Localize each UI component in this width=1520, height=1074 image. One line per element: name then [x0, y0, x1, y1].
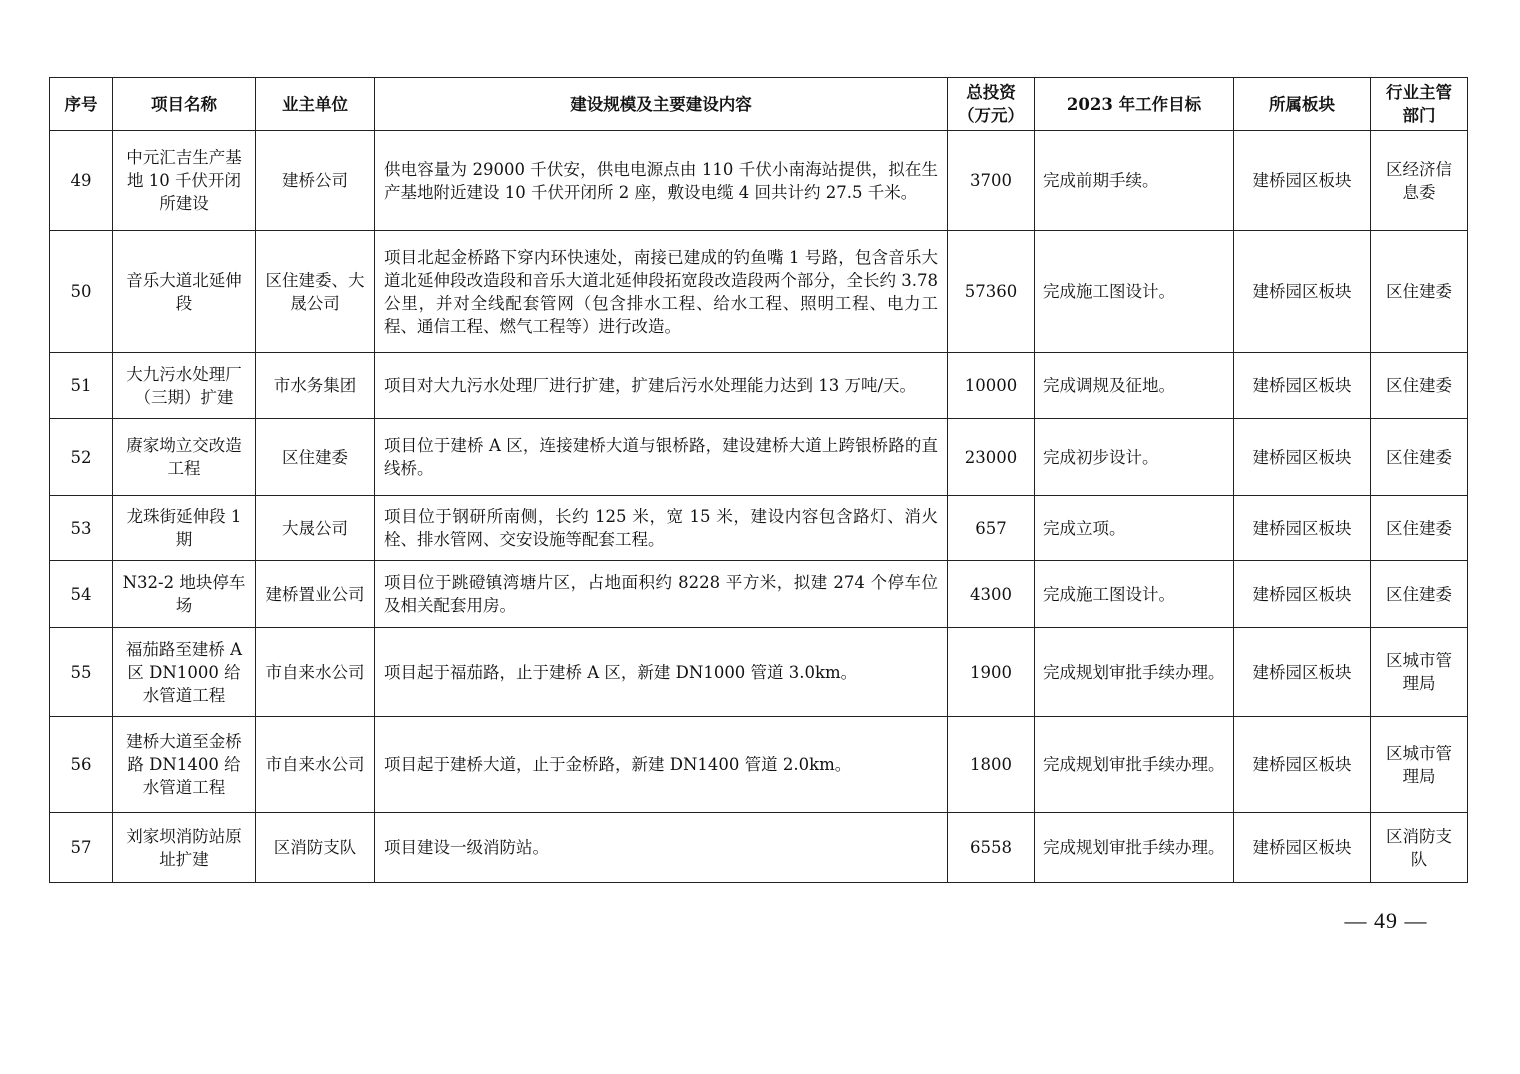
cell-target: 完成规划审批手续办理。 [1035, 813, 1234, 883]
cell-invest: 1900 [948, 628, 1035, 717]
cell-sector: 建桥园区板块 [1234, 561, 1371, 628]
cell-target: 完成施工图设计。 [1035, 561, 1234, 628]
table-header-row [50, 78, 1468, 131]
cell-scope: 项目位于跳磴镇湾塘片区，占地面积约 8228 平方米，拟建 274 个停车位及相关配套用房。 [375, 561, 948, 628]
cell-seq: 57 [50, 813, 113, 883]
cell-scope: 项目北起金桥路下穿内环快速处，南接已建成的钓鱼嘴 1 号路，包含音乐大道北延伸段改造段和音乐大道北延伸段拓宽段改造段两个部分，全长约 3.78 公里，并对全线配套管网（包含排水工程、给水工程、照明工程、电力工程、通信工程、燃气工程等）进行改造。 [375, 231, 948, 353]
cell-name: 中元汇吉生产基地 10 千伏开闭所建设 [113, 131, 256, 231]
cell-scope: 供电容量为 29000 千伏安，供电电源点由 110 千伏小南海站提供，拟在生产基地附近建设 10 千伏开闭所 2 座，敷设电缆 4 回共计约 27.5 千米。 [375, 131, 948, 231]
cell-target: 完成规划审批手续办理。 [1035, 628, 1234, 717]
cell-name: 龙珠街延伸段 1 期 [113, 496, 256, 561]
cell-target: 完成规划审批手续办理。 [1035, 717, 1234, 813]
cell-owner: 市水务集团 [256, 353, 375, 419]
cell-dept: 区住建委 [1371, 419, 1468, 496]
cell-seq: 53 [50, 496, 113, 561]
header-sector: 所属板块 [1234, 78, 1371, 131]
cell-owner: 建桥公司 [256, 131, 375, 231]
cell-invest: 23000 [948, 419, 1035, 496]
cell-target: 完成立项。 [1035, 496, 1234, 561]
table-row [50, 231, 1468, 353]
cell-dept: 区城市管理局 [1371, 717, 1468, 813]
cell-scope: 项目建设一级消防站。 [375, 813, 948, 883]
header-scope: 建设规模及主要建设内容 [375, 78, 948, 131]
cell-seq: 54 [50, 561, 113, 628]
table-row [50, 717, 1468, 813]
cell-scope: 项目起于建桥大道，止于金桥路，新建 DN1400 管道 2.0km。 [375, 717, 948, 813]
table-row [50, 496, 1468, 561]
cell-dept: 区住建委 [1371, 496, 1468, 561]
cell-sector: 建桥园区板块 [1234, 628, 1371, 717]
cell-invest: 3700 [948, 131, 1035, 231]
cell-dept: 区住建委 [1371, 561, 1468, 628]
cell-target: 完成前期手续。 [1035, 131, 1234, 231]
header-seq: 序号 [50, 78, 113, 131]
cell-name: 刘家坝消防站原址扩建 [113, 813, 256, 883]
table-row [50, 353, 1468, 419]
cell-dept: 区住建委 [1371, 231, 1468, 353]
cell-scope: 项目对大九污水处理厂进行扩建，扩建后污水处理能力达到 13 万吨/天。 [375, 353, 948, 419]
cell-owner: 市自来水公司 [256, 628, 375, 717]
cell-target: 完成施工图设计。 [1035, 231, 1234, 353]
project-table [49, 77, 1468, 883]
cell-scope: 项目起于福茄路，止于建桥 A 区，新建 DN1000 管道 3.0km。 [375, 628, 948, 717]
cell-seq: 55 [50, 628, 113, 717]
cell-owner: 大晟公司 [256, 496, 375, 561]
cell-name: 福茄路至建桥 A 区 DN1000 给水管道工程 [113, 628, 256, 717]
table-row [50, 561, 1468, 628]
cell-owner: 区住建委、大晟公司 [256, 231, 375, 353]
cell-owner: 市自来水公司 [256, 717, 375, 813]
page-number: — 49 — [1344, 908, 1428, 933]
cell-invest: 657 [948, 496, 1035, 561]
cell-seq: 49 [50, 131, 113, 231]
cell-name: 大九污水处理厂（三期）扩建 [113, 353, 256, 419]
cell-invest: 10000 [948, 353, 1035, 419]
header-name: 项目名称 [113, 78, 256, 131]
cell-invest: 4300 [948, 561, 1035, 628]
cell-dept: 区城市管理局 [1371, 628, 1468, 717]
cell-dept: 区住建委 [1371, 353, 1468, 419]
table-row [50, 628, 1468, 717]
cell-owner: 建桥置业公司 [256, 561, 375, 628]
cell-scope: 项目位于钢研所南侧，长约 125 米，宽 15 米，建设内容包含路灯、消火栓、排水管网、交安设施等配套工程。 [375, 496, 948, 561]
cell-target: 完成调规及征地。 [1035, 353, 1234, 419]
table-row [50, 131, 1468, 231]
header-invest: 总投资（万元） [948, 78, 1035, 131]
cell-dept: 区消防支队 [1371, 813, 1468, 883]
header-owner: 业主单位 [256, 78, 375, 131]
cell-sector: 建桥园区板块 [1234, 496, 1371, 561]
cell-seq: 51 [50, 353, 113, 419]
cell-scope: 项目位于建桥 A 区，连接建桥大道与银桥路，建设建桥大道上跨银桥路的直线桥。 [375, 419, 948, 496]
cell-sector: 建桥园区板块 [1234, 419, 1371, 496]
header-dept: 行业主管部门 [1371, 78, 1468, 131]
cell-sector: 建桥园区板块 [1234, 131, 1371, 231]
cell-seq: 56 [50, 717, 113, 813]
cell-invest: 6558 [948, 813, 1035, 883]
table-row [50, 419, 1468, 496]
cell-owner: 区消防支队 [256, 813, 375, 883]
cell-invest: 57360 [948, 231, 1035, 353]
cell-sector: 建桥园区板块 [1234, 813, 1371, 883]
cell-invest: 1800 [948, 717, 1035, 813]
cell-name: N32-2 地块停车场 [113, 561, 256, 628]
cell-owner: 区住建委 [256, 419, 375, 496]
cell-sector: 建桥园区板块 [1234, 717, 1371, 813]
cell-dept: 区经济信息委 [1371, 131, 1468, 231]
cell-name: 建桥大道至金桥路 DN1400 给水管道工程 [113, 717, 256, 813]
cell-name: 音乐大道北延伸段 [113, 231, 256, 353]
cell-sector: 建桥园区板块 [1234, 353, 1371, 419]
cell-target: 完成初步设计。 [1035, 419, 1234, 496]
cell-seq: 52 [50, 419, 113, 496]
cell-seq: 50 [50, 231, 113, 353]
header-target: 2023 年工作目标 [1035, 78, 1234, 131]
table-row [50, 813, 1468, 883]
cell-sector: 建桥园区板块 [1234, 231, 1371, 353]
cell-name: 赓家坳立交改造工程 [113, 419, 256, 496]
